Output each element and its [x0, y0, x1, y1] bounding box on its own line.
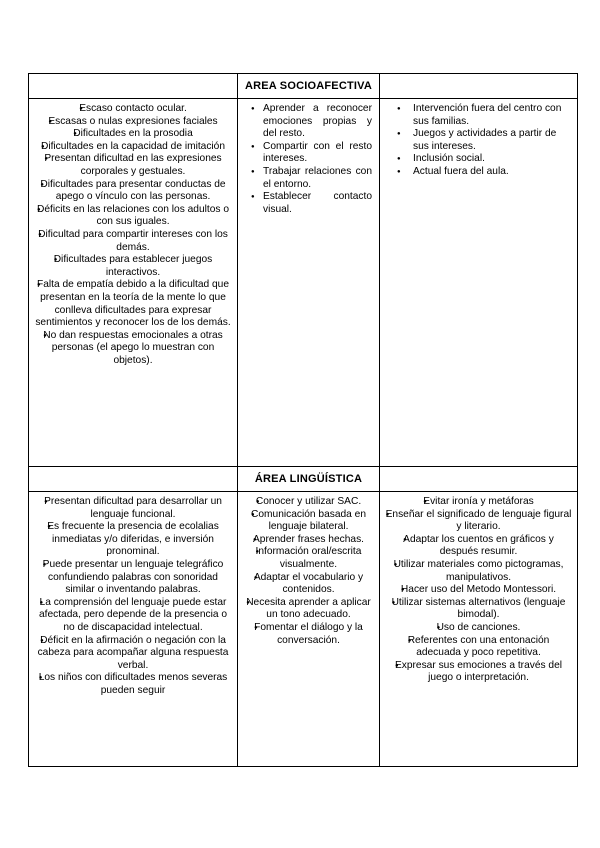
- list-item: ● Hacer uso del Metodo Montessori.: [385, 584, 572, 597]
- list-item: ● Escaso contacto ocular.: [34, 103, 232, 116]
- difficulties-cell: [29, 492, 238, 767]
- strategies-cell: [380, 492, 578, 767]
- header-empty-cell: [380, 467, 578, 492]
- list-item: ● Escasas o nulas expresiones faciales: [34, 116, 232, 129]
- list-item: ● Intervención fuera del centro con sus familias.: [385, 103, 572, 128]
- list-item: ● Presentan dificultad para desarrollar un lenguaje funcional.: [34, 496, 232, 521]
- list-item: ● Enseñar el significado de lenguaje figural y literario.: [385, 509, 572, 534]
- list-item: ● Compartir con el resto intereses.: [243, 141, 374, 166]
- list-item: ● Dificultades para establecer juegos interactivos.: [34, 254, 232, 279]
- list-item: ● Inclusión social.: [385, 153, 572, 166]
- list-item: ● Adaptar los cuentos en gráficos y después resumir.: [385, 534, 572, 559]
- list-item: ● Falta de empatía debido a la dificultad que presentan en la teoría de la mente lo que conlleva dificultades para expresar sentimientos y reconocer los de los demás.: [34, 279, 232, 329]
- list-item: ● Dificultades en la prosodia: [34, 128, 232, 141]
- strategies-list: [380, 492, 577, 685]
- list-item: ● Trabajar relaciones con el entorno.: [243, 166, 374, 191]
- objectives-list: [238, 492, 379, 647]
- list-item: ● Dificultades en la capacidad de imitación: [34, 141, 232, 154]
- section-title-linguistica: ÁREA LINGÜÍSTICA: [254, 473, 363, 485]
- difficulties-clip: [29, 492, 237, 762]
- list-item: ● Comunicación basada en lenguaje bilateral.: [243, 509, 374, 534]
- section-header-row: [29, 74, 578, 99]
- section-body-row: [29, 99, 578, 467]
- list-item: ● Déficits en las relaciones con los adultos o con sus iguales.: [34, 204, 232, 229]
- list-item: ● Expresar sus emociones a través del juego o interpretación.: [385, 660, 572, 685]
- difficulties-list: [29, 99, 237, 367]
- objectives-cell: [238, 492, 380, 767]
- list-item: ● Déficit en la afirmación o negación con la cabeza para acompañar alguna respuesta verbal.: [34, 635, 232, 673]
- section-body-row: [29, 492, 578, 767]
- list-item: ● Establecer contacto visual.: [243, 191, 374, 216]
- list-item: ● Uso de canciones.: [385, 622, 572, 635]
- list-item: ● Es frecuente la presencia de ecolalias inmediatas y/o diferidas, e inversión pronominal.: [34, 521, 232, 559]
- objectives-list: [238, 99, 379, 216]
- list-item: ● La comprensión del lenguaje puede estar afectada, pero depende de la presencia o no de discapacidad intelectual.: [34, 597, 232, 635]
- list-item: ● Utilizar materiales como pictogramas, manipulativos.: [385, 559, 572, 584]
- difficulties-cell: [29, 99, 238, 467]
- list-item: ● Evitar ironía y metáforas: [385, 496, 572, 509]
- list-item: ● Dificultad para compartir intereses con los demás.: [34, 229, 232, 254]
- list-item: ● Dificultades para presentar conductas de apego o vínculo con las personas.: [34, 179, 232, 204]
- list-item: ● Conocer y utilizar SAC.: [243, 496, 374, 509]
- header-empty-cell: [29, 74, 238, 99]
- header-empty-cell: [380, 74, 578, 99]
- list-item: ● Aprender frases hechas.: [243, 534, 374, 547]
- list-item: ● No dan respuestas emocionales a otras personas (el apego lo muestran con objetos).: [34, 330, 232, 368]
- list-item: ● Utilizar sistemas alternativos (lenguaje bimodal).: [385, 597, 572, 622]
- section-title-cell: [238, 74, 380, 99]
- list-item: ● Aprender a reconocer emociones propias y del resto.: [243, 103, 374, 141]
- list-item: ● Adaptar el vocabulario y contenidos.: [243, 572, 374, 597]
- list-item: ● Presentan dificultad en las expresiones corporales y gestuales.: [34, 153, 232, 178]
- list-item: ● Actual fuera del aula.: [385, 166, 572, 179]
- section-title-cell: [238, 467, 380, 492]
- header-empty-cell: [29, 467, 238, 492]
- list-item: ● Información oral/escrita visualmente.: [243, 546, 374, 571]
- strategies-list: [380, 99, 577, 179]
- section-title-socioafectiva: AREA SOCIOAFECTIVA: [244, 80, 373, 92]
- difficulties-list: [29, 492, 237, 698]
- list-item: ● Puede presentar un lenguaje telegráfico confundiendo palabras con sonoridad similar o inventando palabras.: [34, 559, 232, 597]
- list-item: ● Los niños con dificultades menos severas pueden seguir: [34, 672, 232, 697]
- objectives-cell: [238, 99, 380, 467]
- section-header-row: [29, 467, 578, 492]
- content-table: [28, 73, 578, 767]
- strategies-cell: [380, 99, 578, 467]
- list-item: ● Necesita aprender a aplicar un tono adecuado.: [243, 597, 374, 622]
- list-item: ● Juegos y actividades a partir de sus intereses.: [385, 128, 572, 153]
- list-item: ● Fomentar el diálogo y la conversación.: [243, 622, 374, 647]
- list-item: ● Referentes con una entonación adecuada y poco repetitiva.: [385, 635, 572, 660]
